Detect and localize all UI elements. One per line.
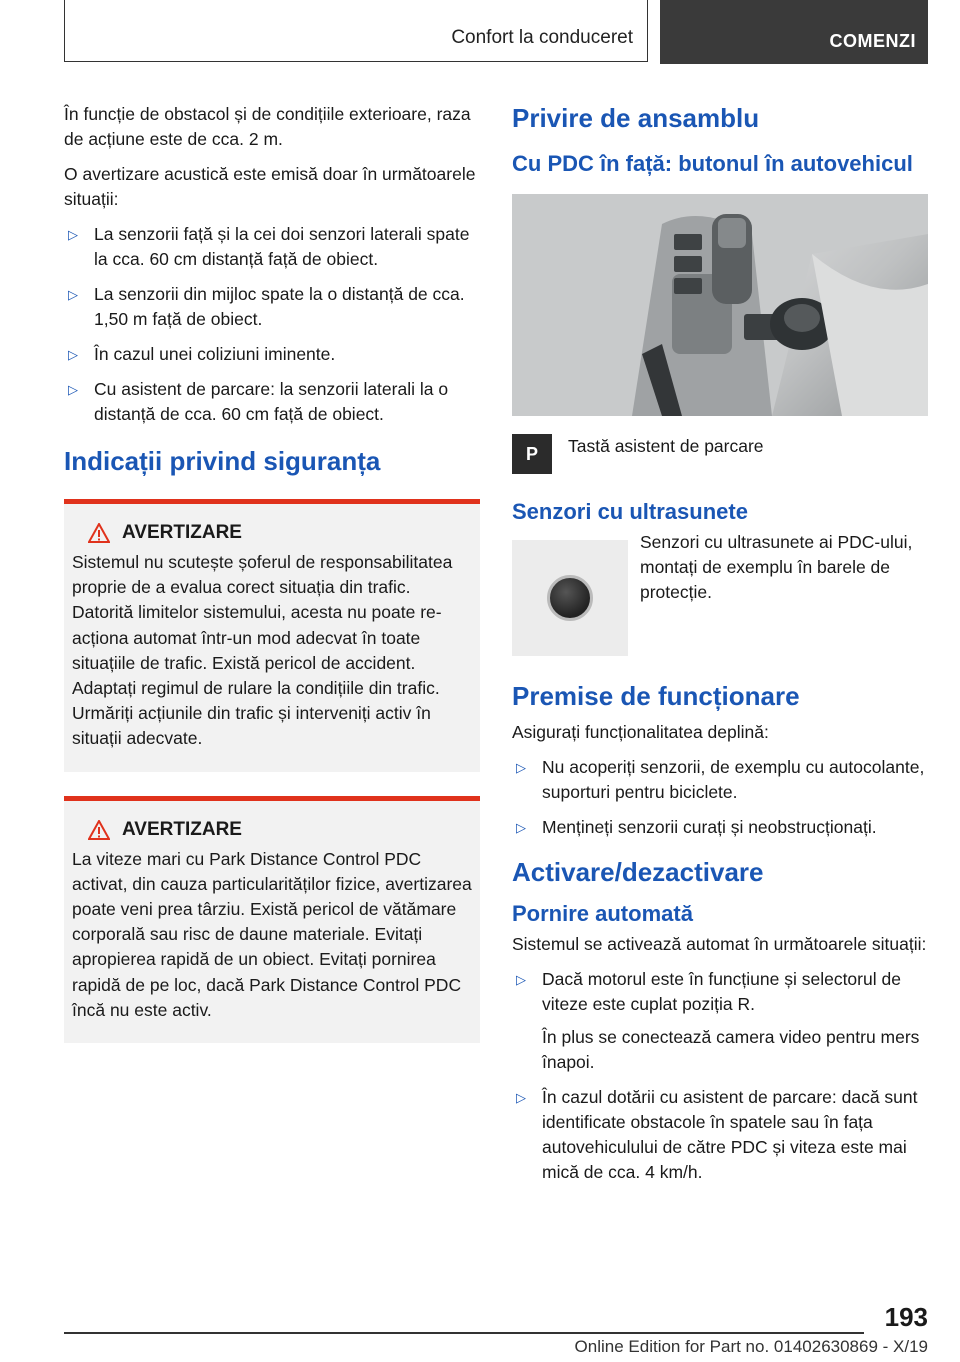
- list-item: ▷ Dacă motorul este în funcțiune și selectorul de viteze este cuplat poziția R. În plus se conectează camera video pentru mers înapoi.: [512, 967, 928, 1075]
- warning-text: Sistemul nu scutește șoferul de responsabilitatea proprie de a evalua corect situația din trafic. Datorită limitelor sistemului, acesta nu poate reacționa automat într-un mod adecvat în toate situațiile de trafic. Există pericol de accident. Adaptați regimul de rulare la condițiile din trafic. Urmăriți acțiunile din trafic și interveniți activ în situații adecvate.: [72, 552, 453, 749]
- parking-assistant-icon: P: [512, 434, 552, 474]
- warning-box-1: [64, 499, 480, 772]
- triangle-bullet-icon: ▷: [516, 972, 526, 987]
- range-paragraph: În funcție de obstacol și de condițiile exterioare, raza de acțiune este de cca. 2 m.: [64, 104, 471, 149]
- edition-note: Online Edition for Part no. 01402630869 - X/19: [574, 1337, 928, 1356]
- list-item: ▷ În cazul unei coliziuni iminente.: [64, 342, 480, 367]
- triangle-bullet-icon: ▷: [68, 382, 78, 397]
- auto-start-list: [512, 967, 928, 1185]
- ultrasonic-heading: Senzori cu ultrasunete: [512, 499, 748, 524]
- parking-key-legend: [512, 434, 928, 474]
- activation-heading: Activare/dezactivare: [512, 857, 764, 887]
- list-item: ▷ Mențineți senzorii curați și neobstrucționați.: [512, 815, 928, 840]
- warning-box-2: [64, 796, 480, 1043]
- center-console-photo: [512, 194, 928, 416]
- safety-heading: Indicații privind siguranța: [64, 446, 381, 476]
- parking-key-label: Tastă asistent de parcare: [568, 436, 764, 456]
- acoustic-paragraph: O avertizare acustică este emisă doar în următoarele situații:: [64, 164, 476, 209]
- acoustic-list: [64, 222, 480, 427]
- page-number: 193: [884, 1302, 928, 1332]
- warning-header: [88, 522, 472, 544]
- list-item: ▷ În cazul dotării cu asistent de parcare: dacă sunt identificate obstacole în spatele sau în fața autovehiculului de către PDC și viteza este mai mică de cca. 4 km/h.: [516, 1087, 918, 1182]
- ultrasonic-sensor-photo: [512, 540, 628, 656]
- sensor-icon: [547, 575, 593, 621]
- premise-list: [512, 755, 928, 840]
- ultrasonic-section: [512, 530, 928, 656]
- premise-heading: Premise de funcționare: [512, 681, 800, 711]
- ultrasonic-text: Senzori cu ultrasunete ai PDC-ului, montați de exemplu în barele de protecție.: [640, 532, 913, 602]
- auto-start-text: Sistemul se activează automat în următoarele situații:: [512, 934, 927, 954]
- pdc-button-heading: Cu PDC în față: butonul în autovehicul: [512, 151, 913, 176]
- list-item: ▷ La senzorii față și la cei doi senzori laterali spate la cca. 60 cm distanță față de obiect.: [68, 224, 470, 269]
- triangle-bullet-icon: ▷: [516, 1090, 526, 1105]
- warning-text: La viteze mari cu Park Distance Control PDC activat, din cauza particularităților fizice, avertizarea poate veni prea târziu. Există pericol de vătămare corporală sau risc de daune materiale. Evitați apropierea rapidă de un obiect. Evitați pornirea rapidă de pe loc, dacă Park Distance Control PDC încă nu este activ.: [72, 848, 472, 1020]
- page-header: [64, 0, 928, 64]
- section-title: Confort la conduceret: [64, 0, 648, 62]
- right-column: [512, 102, 928, 1195]
- auto-start-heading: Pornire automată: [512, 901, 693, 926]
- list-item: ▷ La senzorii din mijloc spate la o distanță de cca. 1,50 m față de obiect.: [68, 284, 465, 329]
- footer-divider: [64, 1332, 864, 1334]
- list-item: ▷ Nu acoperiți senzorii, de exemplu cu autocolante, suporturi pentru biciclete.: [516, 757, 925, 802]
- list-item: ▷ Cu asistent de parcare: la senzorii laterali la o distanță de cca. 60 cm față de obiect.: [68, 379, 449, 424]
- warning-title: AVERTIZARE: [122, 522, 242, 543]
- triangle-bullet-icon: ▷: [68, 287, 78, 302]
- center-console-illustration: [512, 194, 928, 416]
- premise-text: Asigurați funcționalitatea deplină:: [512, 722, 769, 742]
- triangle-bullet-icon: ▷: [68, 347, 78, 362]
- triangle-bullet-icon: ▷: [516, 760, 526, 775]
- list-item-note: În plus se conectează camera video pentru mers înapoi.: [542, 1027, 920, 1072]
- triangle-bullet-icon: ▷: [68, 227, 78, 242]
- chapter-tab: COMENZI: [660, 0, 928, 64]
- left-column: [64, 102, 480, 1057]
- triangle-bullet-icon: ▷: [516, 820, 526, 835]
- warning-title: AVERTIZARE: [122, 818, 242, 840]
- overview-heading: Privire de ansamblu: [512, 103, 760, 133]
- warning-triangle-icon: [88, 523, 110, 543]
- warning-triangle-icon: [88, 820, 110, 840]
- warning-header: [88, 819, 472, 841]
